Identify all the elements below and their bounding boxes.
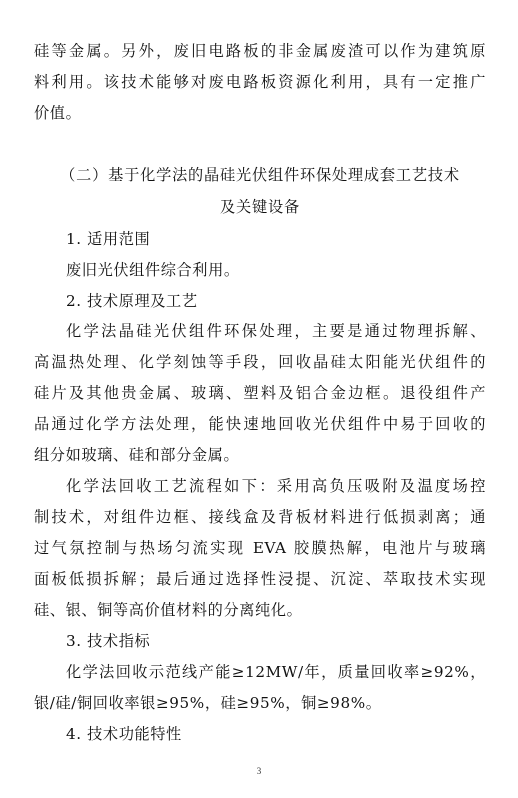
body-text-line: 高温热处理、化学刻蚀等手段，回收晶硅太阳能光伏组件的 — [34, 353, 486, 371]
body-text-line: 化学法回收示范线产能≥12MW/年，质量回收率≥92%， — [66, 663, 486, 681]
body-text-line: 品通过化学方法处理，能快速地回收光伏组件中易于回收的 — [34, 415, 486, 433]
body-text-line: 组分如玻璃、硅和部分金属。 — [34, 446, 240, 464]
body-text-line: 硅等金属。另外，废旧电路板的非金属废渣可以作为建筑原 — [34, 42, 486, 60]
body-text-line: 料利用。该技术能够对废电路板资源化利用，具有一定推广 — [34, 73, 486, 91]
subsection-title-principle: 2. 技术原理及工艺 — [66, 292, 198, 310]
body-text-line: 银/硅/铜回收率银≥95%，硅≥95%，铜≥98%。 — [34, 694, 382, 712]
body-text-line: 面板低损拆解；最后通过选择性浸提、沉淀、萃取技术实现 — [34, 570, 486, 588]
subsection-title-indicators: 3. 技术指标 — [66, 632, 151, 650]
body-text-line: 化学法回收工艺流程如下：采用高负压吸附及温度场控 — [66, 477, 486, 495]
body-text-line: 硅、银、铜等高价值材料的分离纯化。 — [34, 601, 303, 619]
subsection-title-features: 4. 技术功能特性 — [66, 725, 182, 743]
subsection-title-scope: 1. 适用范围 — [66, 230, 151, 248]
page-number: 3 — [256, 766, 262, 776]
body-text-line: 过气氛控制与热场匀流实现 EVA 胶膜热解，电池片与玻璃 — [34, 539, 486, 557]
body-text-line: 制技术，对组件边框、接线盒及背板材料进行低损剥离；通 — [34, 508, 486, 526]
body-text-line: 硅片及其他贵金属、玻璃、塑料及铝合金边框。退役组件产 — [34, 384, 486, 402]
section-heading: （二）基于化学法的晶硅光伏组件环保处理成套工艺技术 — [60, 166, 460, 184]
body-text-line: 化学法晶硅光伏组件环保处理，主要是通过物理拆解、 — [66, 322, 486, 340]
section-heading-continuation: 及关键设备 — [220, 198, 300, 216]
body-text-line: 废旧光伏组件综合利用。 — [66, 261, 240, 279]
body-text-line: 价值。 — [34, 104, 82, 122]
